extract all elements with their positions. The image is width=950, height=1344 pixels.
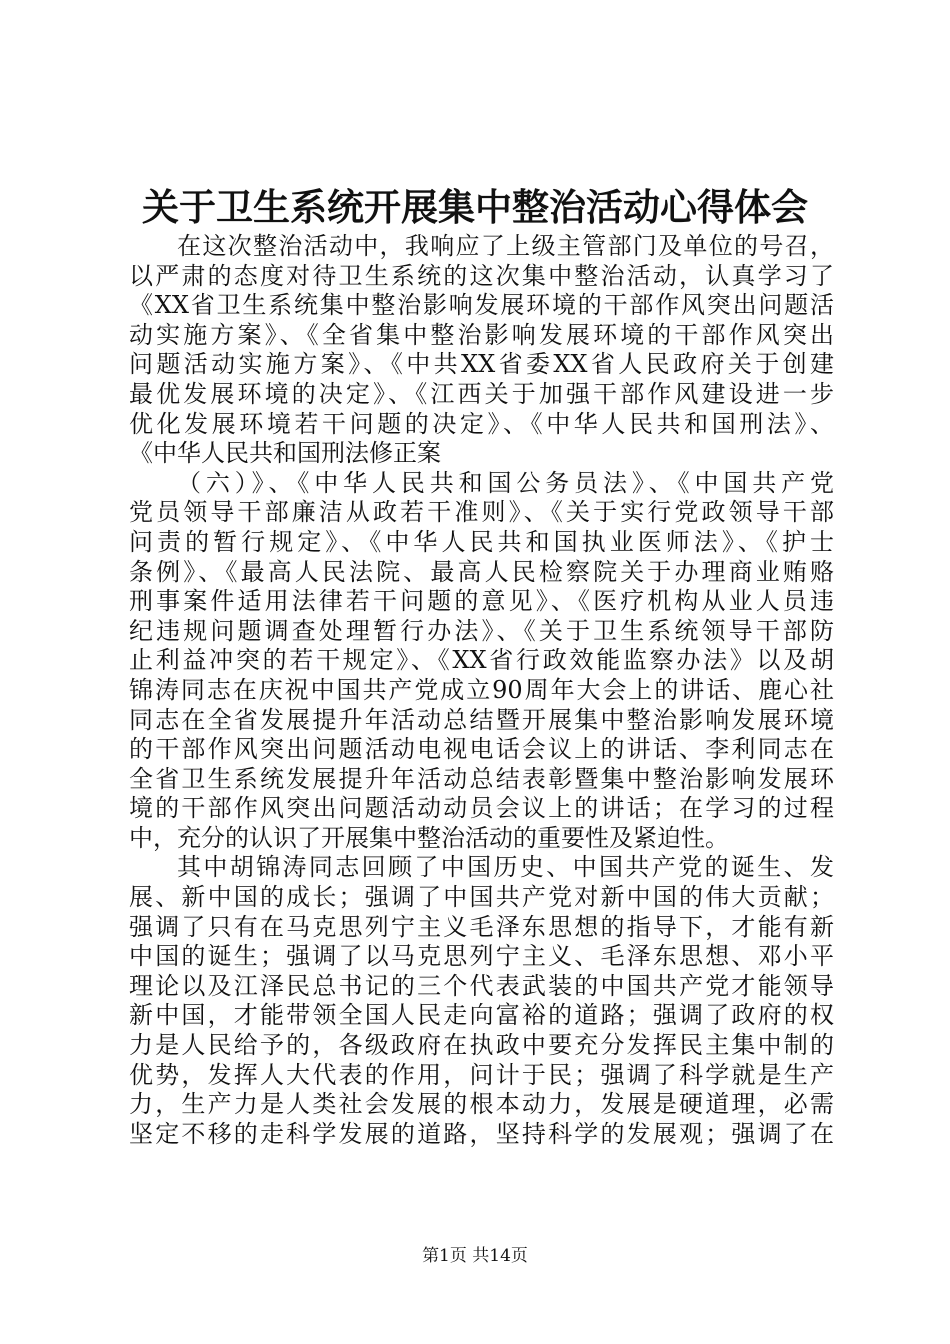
text-line: （六）》、《中华人民共和国公务员法》、《中国共产党 [177, 468, 834, 497]
text-line: 优化发展环境若干问题的决定》、《中华人民共和国刑法》、 [129, 409, 834, 438]
document-body [129, 232, 834, 1149]
text-line: 《中华人民共和国刑法修正案 [129, 439, 441, 468]
text-line: 条例》、《最高人民法院、最高人民检察院关于办理商业贿赂 [129, 557, 834, 586]
text-line: 中，充分的认识了开展集中整治活动的重要性及紧迫性。 [129, 823, 729, 852]
text-line: 问题活动实施方案》、《中共XX省委XX省人民政府关于创建 [129, 350, 834, 379]
text-line: 中国的诞生；强调了以马克思列宁主义、毛泽东思想、邓小平 [129, 942, 834, 971]
text-line: 《XX省卫生系统集中整治影响发展环境的干部作风突出问题活 [129, 291, 834, 320]
text-line: 最优发展环境的决定》、《江西关于加强干部作风建设进一步 [129, 379, 834, 408]
text-line: 纪违规问题调查处理暂行办法》、《关于卫生系统领导干部防 [129, 616, 834, 645]
text-line: 展、新中国的成长；强调了中国共产党对新中国的伟大贡献； [129, 883, 834, 912]
page-footer: 第1页 共14页 [422, 1246, 528, 1266]
text-line: 问责的暂行规定》、《中华人民共和国执业医师法》、《护士 [129, 527, 834, 556]
text-line: 刑事案件适用法律若干问题的意见》、《医疗机构从业人员违 [129, 587, 834, 616]
text-line: 全省卫生系统发展提升年活动总结表彰暨集中整治影响发展环 [129, 764, 834, 793]
text-line: 动实施方案》、《全省集中整治影响发展环境的干部作风突出 [129, 320, 834, 349]
text-line: 其中胡锦涛同志回顾了中国历史、中国共产党的诞生、发 [177, 853, 834, 882]
text-line: 新中国，才能带领全国人民走向富裕的道路；强调了政府的权 [129, 1001, 834, 1030]
text-line: 优势，发挥人大代表的作用，问计于民；强调了科学就是生产 [129, 1060, 834, 1089]
text-line: 的干部作风突出问题活动电视电话会议上的讲话、李利同志在 [129, 735, 834, 764]
text-line: 止利益冲突的若干规定》、《XX省行政效能监察办法》以及胡 [129, 646, 834, 675]
text-line: 强调了只有在马克思列宁主义毛泽东思想的指导下，才能有新 [129, 912, 834, 941]
text-line: 力，生产力是人类社会发展的根本动力，发展是硬道理，必需 [129, 1090, 834, 1119]
document-title: 关于卫生系统开展集中整治活动心得体会 [142, 185, 808, 229]
text-line: 以严肃的态度对待卫生系统的这次集中整治活动，认真学习了 [129, 261, 834, 290]
text-line: 力是人民给予的，各级政府在执政中要充分发挥民主集中制的 [129, 1031, 834, 1060]
text-line: 境的干部作风突出问题活动动员会议上的讲话；在学习的过程 [129, 794, 834, 823]
text-line: 理论以及江泽民总书记的三个代表武装的中国共产党才能领导 [129, 971, 834, 1000]
text-line: 坚定不移的走科学发展的道路，坚持科学的发展观；强调了在 [129, 1119, 834, 1148]
text-line: 党员领导干部廉洁从政若干准则》、《关于实行党政领导干部 [129, 498, 834, 527]
text-line: 同志在全省发展提升年活动总结暨开展集中整治影响发展环境 [129, 705, 834, 734]
text-line: 锦涛同志在庆祝中国共产党成立90周年大会上的讲话、鹿心社 [129, 675, 834, 704]
text-line: 在这次整治活动中，我响应了上级主管部门及单位的号召， [177, 232, 834, 260]
